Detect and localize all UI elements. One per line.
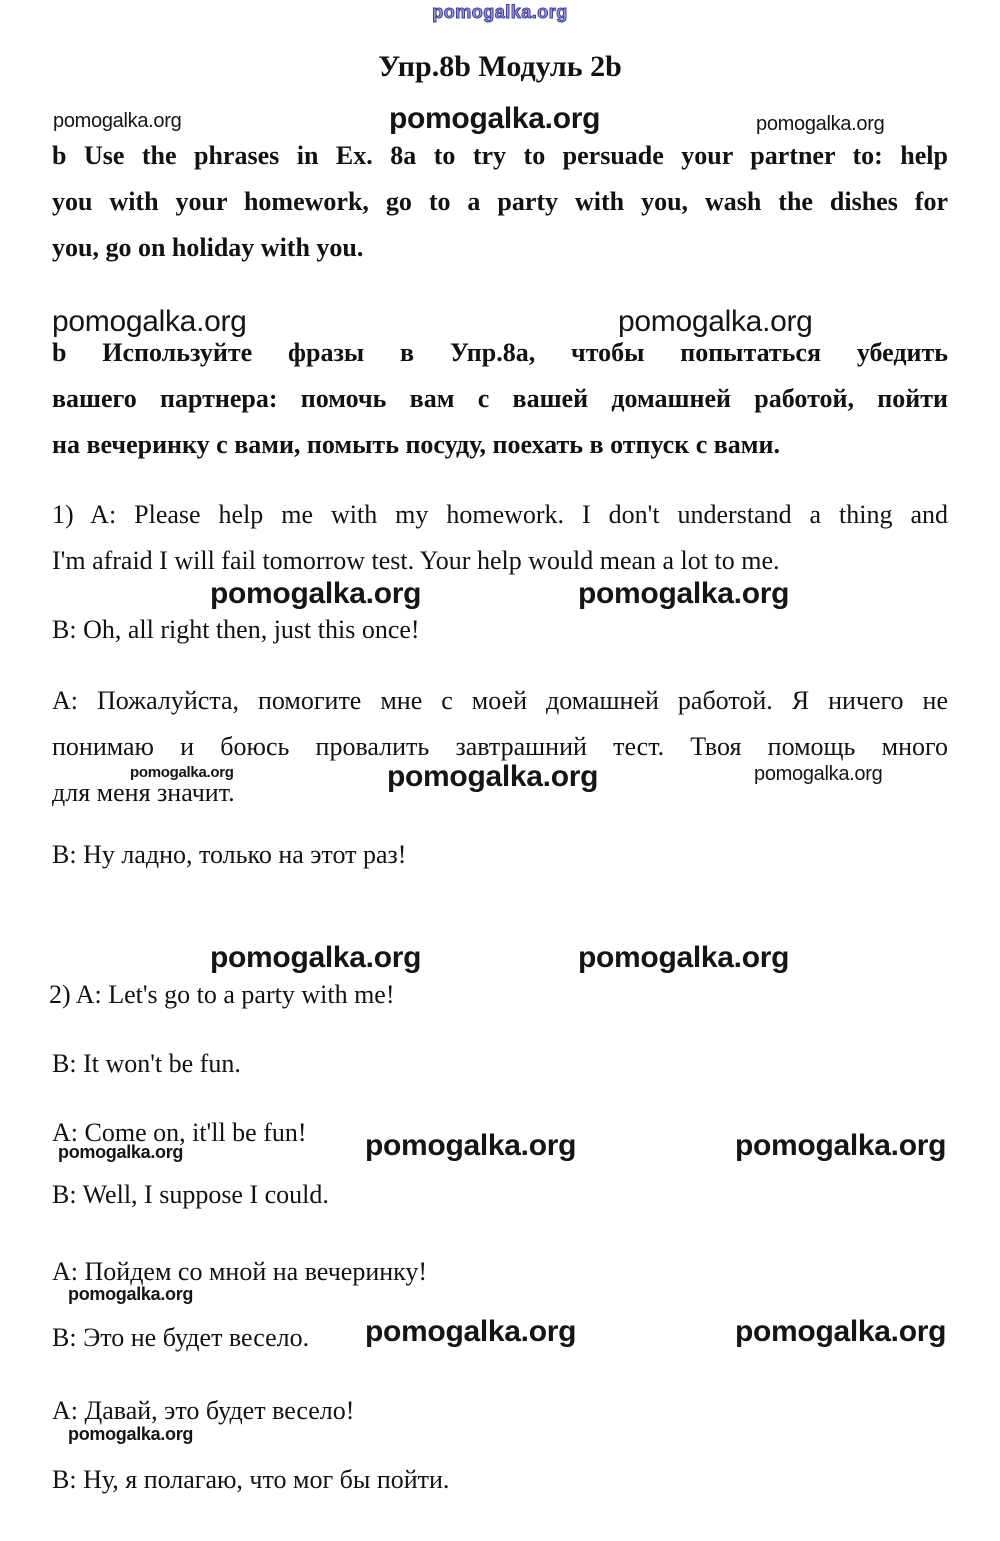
watermark: pomogalka.org (68, 1424, 194, 1444)
exercise-title: Упр.8b Модуль 2b (378, 50, 622, 83)
task-text-en-line: you, go on holiday with you. (52, 233, 364, 262)
dialogue1-ru-b: В: Ну ладно, только на этот раз! (52, 840, 407, 869)
watermark: pomogalka.org (735, 1315, 947, 1348)
dialogue1-en-a (52, 492, 948, 584)
watermark: pomogalka.org (756, 113, 885, 135)
dialogue2-ru-a: А: Пойдем со мной на вечеринку! (52, 1257, 428, 1286)
dialogue-line: А: Пожалуйста, помогите мне с моей домашней работой. Я ничего не (52, 686, 948, 715)
watermark: pomogalka.org (618, 305, 813, 338)
watermark: pomogalka.org (735, 1129, 947, 1162)
dialogue1-ru-a (52, 678, 948, 816)
watermark: pomogalka.org (578, 941, 790, 974)
task-text-ru-line: вашего партнера: помочь вам с вашей домашней работой, пойти (52, 384, 948, 413)
task-text-ru-line: на вечеринку с вами, помыть посуду, поехать в отпуск с вами. (52, 430, 780, 459)
watermark: pomogalka.org (52, 305, 247, 338)
dialogue2-en-a: 2) A: Let's go to a party with me! (49, 980, 395, 1009)
dialogue-line: I'm afraid I will fail tomorrow test. Your help would mean a lot to me. (52, 546, 780, 575)
site-watermark-top: pomogalka.org (432, 2, 568, 22)
task-text-ru-line: b Используйте фразы в Упр.8а, чтобы попытаться убедить (52, 338, 948, 367)
dialogue2-en-a2: A: Come on, it'll be fun! (52, 1118, 307, 1147)
task-text-en-line: you with your homework, go to a party with you, wash the dishes for (52, 187, 948, 216)
watermark: pomogalka.org (754, 763, 883, 785)
dialogue1-en-b: B: Oh, all right then, just this once! (52, 615, 420, 644)
dialogue-line: 1) A: Please help me with my homework. I don't understand a thing and (52, 500, 948, 529)
dialogue2-ru-a2: А: Давай, это будет весело! (52, 1396, 355, 1425)
watermark: pomogalka.org (210, 577, 422, 610)
watermark: pomogalka.org (58, 1142, 184, 1162)
task-text-en-line: b Use the phrases in Ex. 8a to try to persuade your partner to: help (52, 141, 948, 170)
watermark: pomogalka.org (578, 577, 790, 610)
watermark: pomogalka.org (387, 760, 599, 793)
watermark: pomogalka.org (365, 1129, 577, 1162)
dialogue2-ru-b2: В: Ну, я полагаю, что мог бы пойти. (52, 1465, 450, 1494)
watermark: pomogalka.org (365, 1315, 577, 1348)
dialogue-line: понимаю и боюсь провалить завтрашний тест. Твоя помощь много (52, 732, 948, 761)
dialogue2-en-b2: B: Well, I suppose I could. (52, 1180, 329, 1209)
task-text-ru (52, 330, 948, 468)
task-text-en (52, 133, 948, 271)
watermark: pomogalka.org (53, 110, 182, 132)
watermark: pomogalka.org (210, 941, 422, 974)
watermark: pomogalka.org (68, 1284, 194, 1304)
dialogue2-en-b1: B: It won't be fun. (52, 1049, 241, 1078)
watermark: pomogalka.org (130, 764, 234, 781)
watermark: pomogalka.org (389, 102, 601, 135)
dialogue2-ru-b1: В: Это не будет весело. (52, 1323, 310, 1352)
dialogue-line: для меня значит. (52, 778, 235, 807)
